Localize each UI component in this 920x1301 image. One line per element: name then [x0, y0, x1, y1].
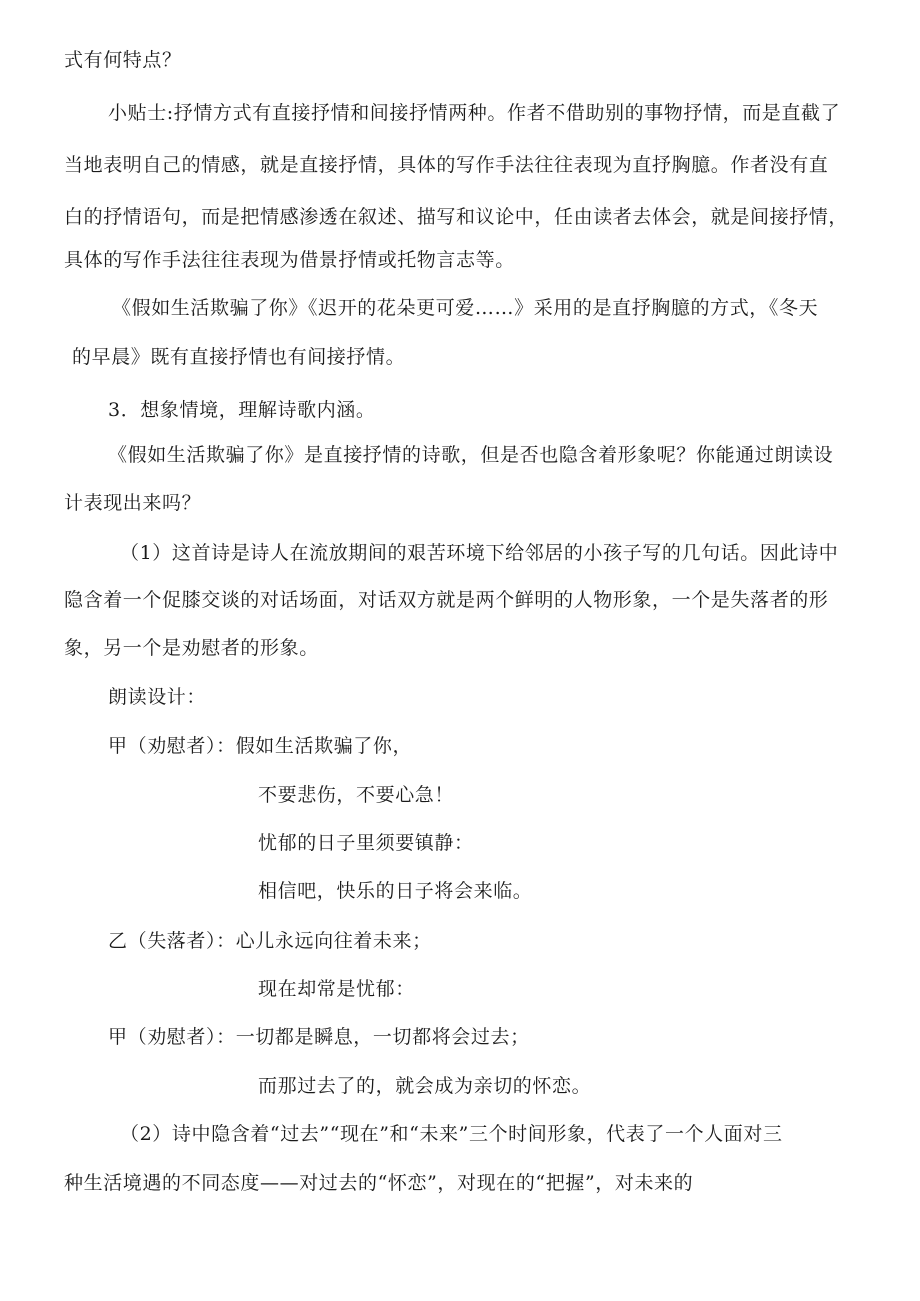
poem-line: 乙（失落者）：心儿永远向往着未来； [108, 930, 432, 952]
text-line: 计表现出来吗？ [64, 492, 202, 514]
poem-line: 而那过去了的，就会成为亲切的怀恋。 [258, 1075, 592, 1097]
poem-line: 不要悲伤，不要心急！ [258, 784, 455, 806]
poem-line: 现在却常是忧郁： [258, 978, 415, 1000]
poem-line: 忧郁的日子里须要镇静： [258, 832, 474, 854]
text-line: 《假如生活欺骗了你》《迟开的花朵更可爱……》采用的是直抒胸臆的方式，《冬天 [112, 297, 819, 319]
text-line: （1）这首诗是诗人在流放期间的艰苦环境下给邻居的小孩子写的几句话。因此诗中 [120, 542, 839, 564]
text-line: 的早晨》既有直接抒情也有间接抒情。 [72, 346, 406, 368]
text-line: 《假如生活欺骗了你》是直接抒情的诗歌，但是否也隐含着形象呢？你能通过朗读设 [108, 444, 834, 466]
text-line: 朗读设计： [108, 686, 207, 708]
text-line: 象，另一个是劝慰者的形象。 [64, 637, 319, 659]
text-line: 当地表明自己的情感，就是直接抒情，具体的写作手法往往表现为直抒胸臆。作者没有直 [64, 154, 829, 176]
text-line: （2）诗中隐含着“过去”“现在”和“未来”三个时间形象，代表了一个人面对三 [120, 1123, 783, 1145]
text-line: 种生活境遇的不同态度——对过去的“怀恋”，对现在的“把握”，对未来的 [64, 1172, 694, 1194]
section-heading: 3．想象情境，理解诗歌内涵。 [108, 399, 376, 421]
text-line: 式有何特点？ [64, 49, 182, 71]
poem-line: 甲（劝慰者）：一切都是瞬息，一切都将会过去； [108, 1026, 530, 1048]
text-line: 小贴士:抒情方式有直接抒情和间接抒情两种。作者不借助别的事物抒情，而是直截了 [108, 102, 841, 124]
poem-line: 甲（劝慰者）：假如生活欺骗了你， [108, 735, 413, 757]
text-line: 白的抒情语句，而是把情感渗透在叙述、描写和议论中，任由读者去体会，就是间接抒情， [64, 206, 849, 228]
text-line: 具体的写作手法往往表现为借景抒情或托物言志等。 [64, 249, 515, 271]
text-line: 隐含着一个促膝交谈的对话场面，对话双方就是两个鲜明的人物形象，一个是失落者的形 [64, 589, 829, 611]
poem-line: 相信吧，快乐的日子将会来临。 [258, 880, 533, 902]
